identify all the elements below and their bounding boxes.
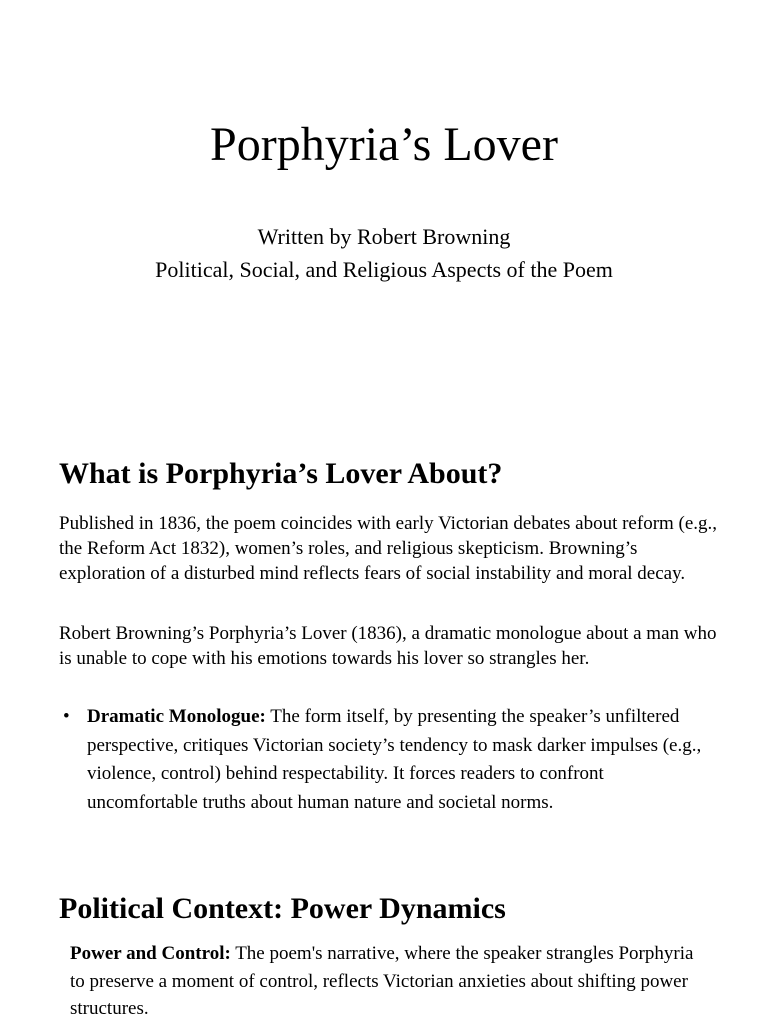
paragraph-power-control [70,940,710,1023]
section-heading-political: Political Context: Power Dynamics [59,892,506,925]
bullet-label: Dramatic Monologue: [87,706,266,727]
topic-line: Political, Social, and Religious Aspects of the Poem [155,257,613,282]
list-item [59,703,719,817]
paragraph-context: Published in 1836, the poem coincides with early Victorian debates about reform (e.g., the Reform Act 1832), women’s roles, and religious skepticism. Browning’s exploration of a disturbed mind reflects fears of social instability and moral decay. [59,513,718,584]
bullet-marker: • [63,706,70,727]
bullet-list [59,703,719,817]
power-label: Power and Control: [70,943,231,964]
power-text: The poem's narrative, where the speaker strangles Porphyria to preserve a moment of control, reflects Victorian anxieties about shifting power structures. [70,943,694,1019]
author-line: Written by Robert Browning [257,224,511,249]
document-title: Porphyria’s Lover [210,118,558,171]
section-heading-about: What is Porphyria’s Lover About? [59,457,503,490]
paragraph-summary: Robert Browning’s Porphyria’s Lover (1836), a dramatic monologue about a man who is unable to cope with his emotions towards his lover so strangles her. [59,623,717,669]
bullet-text: The form itself, by presenting the speaker’s unfiltered perspective, critiques Victorian society’s tendency to mask darker impulses (e.g., violence, control) behind respectability. It forces readers to confront uncomfortable truths about human nature and societal norms. [87,706,702,813]
